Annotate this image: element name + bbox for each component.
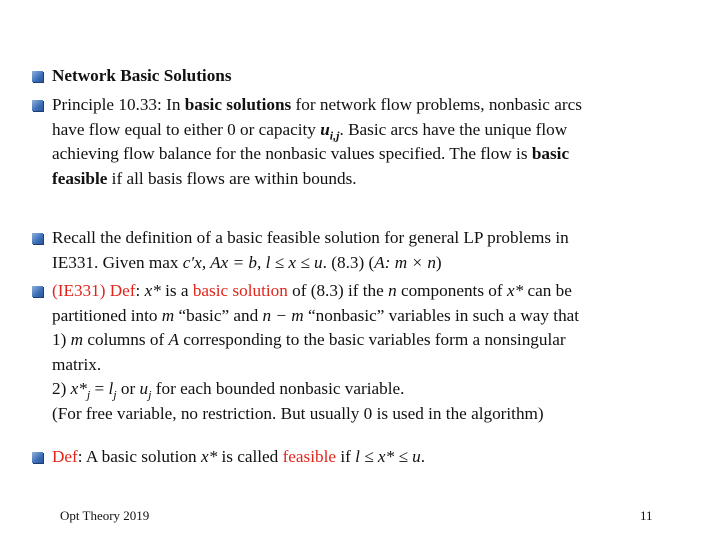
- bullet-square-icon: [32, 100, 43, 111]
- def-line3-c: corresponding to the basic variables form a nonsingular: [179, 330, 566, 349]
- def2-feasible: feasible: [282, 447, 337, 466]
- matrix-dimension: A: m × n: [374, 252, 436, 272]
- def-line2-a: partitioned into: [52, 305, 162, 325]
- def-math-5: n − m: [262, 305, 304, 325]
- lp-formula: c′x, Ax = b, l ≤ x ≤ u: [182, 252, 323, 272]
- def2-math-1: x*: [200, 447, 218, 466]
- principle-bold-feasible: feasible: [52, 168, 108, 188]
- bullet-square-icon: [32, 71, 43, 82]
- def-math-7: A: [168, 330, 179, 349]
- def-line2-c: “nonbasic” variables in such a way that: [303, 305, 580, 325]
- def-math-2: n: [388, 281, 397, 300]
- footer-course-label: Opt Theory 2019: [60, 508, 150, 523]
- def-line2-b: “basic” and: [174, 305, 263, 325]
- def-line6: (For free variable, no restriction. But usually 0 is used in the algorithm): [52, 403, 544, 423]
- def-line5-a: 2): [52, 379, 71, 398]
- bullet-principle: [32, 93, 672, 191]
- bullet-heading: [32, 64, 672, 89]
- recall-line2-a: IE331. Given max: [52, 252, 183, 272]
- section-heading: Network Basic Solutions: [52, 66, 232, 85]
- def2-text-4: .: [420, 447, 426, 466]
- recall-line2-c: ): [435, 252, 442, 272]
- principle-bold-basic: basic: [531, 144, 570, 163]
- def2-math-2: l ≤ x* ≤ u: [355, 447, 421, 466]
- def2-text-1: : A basic solution: [77, 447, 201, 466]
- bullet-square-icon: [32, 452, 43, 463]
- bullet-square-icon: [32, 286, 43, 297]
- def-line3-a: 1): [52, 330, 71, 349]
- def-text-4: components of: [396, 281, 507, 300]
- def-math-10: u: [139, 379, 149, 398]
- def-line4: matrix.: [52, 354, 102, 374]
- principle-line2-b: . Basic arcs have the unique flow: [339, 119, 568, 139]
- def-line3-b: columns of: [83, 330, 169, 349]
- def-basic-solution: basic solution: [192, 281, 288, 300]
- def-math-10-sub: j: [148, 387, 152, 402]
- bullet-square-icon: [32, 233, 43, 244]
- bullet-recall: [32, 226, 672, 275]
- def-text-2: is a: [160, 281, 193, 300]
- capacity-symbol: u: [320, 119, 330, 139]
- def2-prefix: Def: [52, 447, 78, 466]
- principle-line2-a: have flow equal to either 0 or capacity: [52, 119, 321, 139]
- def-text-1: :: [135, 281, 145, 300]
- def-math-9-sub: j: [113, 387, 117, 402]
- principle-line4: if all basis flows are within bounds.: [107, 168, 357, 188]
- principle-line3-a: achieving flow balance for the nonbasic values specified. The flow is: [52, 144, 532, 163]
- def-math-3: x*: [506, 281, 524, 300]
- def-math-1: x*: [144, 281, 161, 300]
- def-line5-d: for each bounded nonbasic variable.: [151, 379, 405, 398]
- def2-text-2: is called: [217, 447, 283, 466]
- def-line5-b: =: [90, 379, 109, 398]
- def-prefix: (IE331) Def: [52, 281, 136, 300]
- principle-lead: Principle 10.33: In: [52, 95, 185, 114]
- footer-page-number: 11: [640, 508, 653, 523]
- recall-line2-b: . (8.3) (: [322, 252, 375, 272]
- def-math-9: l: [108, 379, 114, 398]
- def2-text-3: if: [336, 447, 356, 466]
- def-line5-c: or: [116, 379, 140, 398]
- def-math-8: x*: [70, 379, 87, 398]
- def-text-3: of (8.3) if the: [287, 281, 389, 300]
- def-math-6: m: [70, 330, 84, 349]
- bullet-definition-basic: [32, 279, 672, 426]
- bullet-definition-feasible: [32, 445, 672, 470]
- principle-bold-term: basic solutions: [184, 95, 292, 114]
- recall-line1: Recall the definition of a basic feasible solution for general LP problems in: [52, 228, 569, 247]
- def-math-4: m: [161, 305, 175, 325]
- capacity-subscript: i,j: [329, 127, 340, 142]
- def-text-5: can be: [523, 281, 572, 300]
- principle-text-1: for network flow problems, nonbasic arcs: [291, 95, 582, 114]
- def-math-8-sub: j: [86, 387, 91, 402]
